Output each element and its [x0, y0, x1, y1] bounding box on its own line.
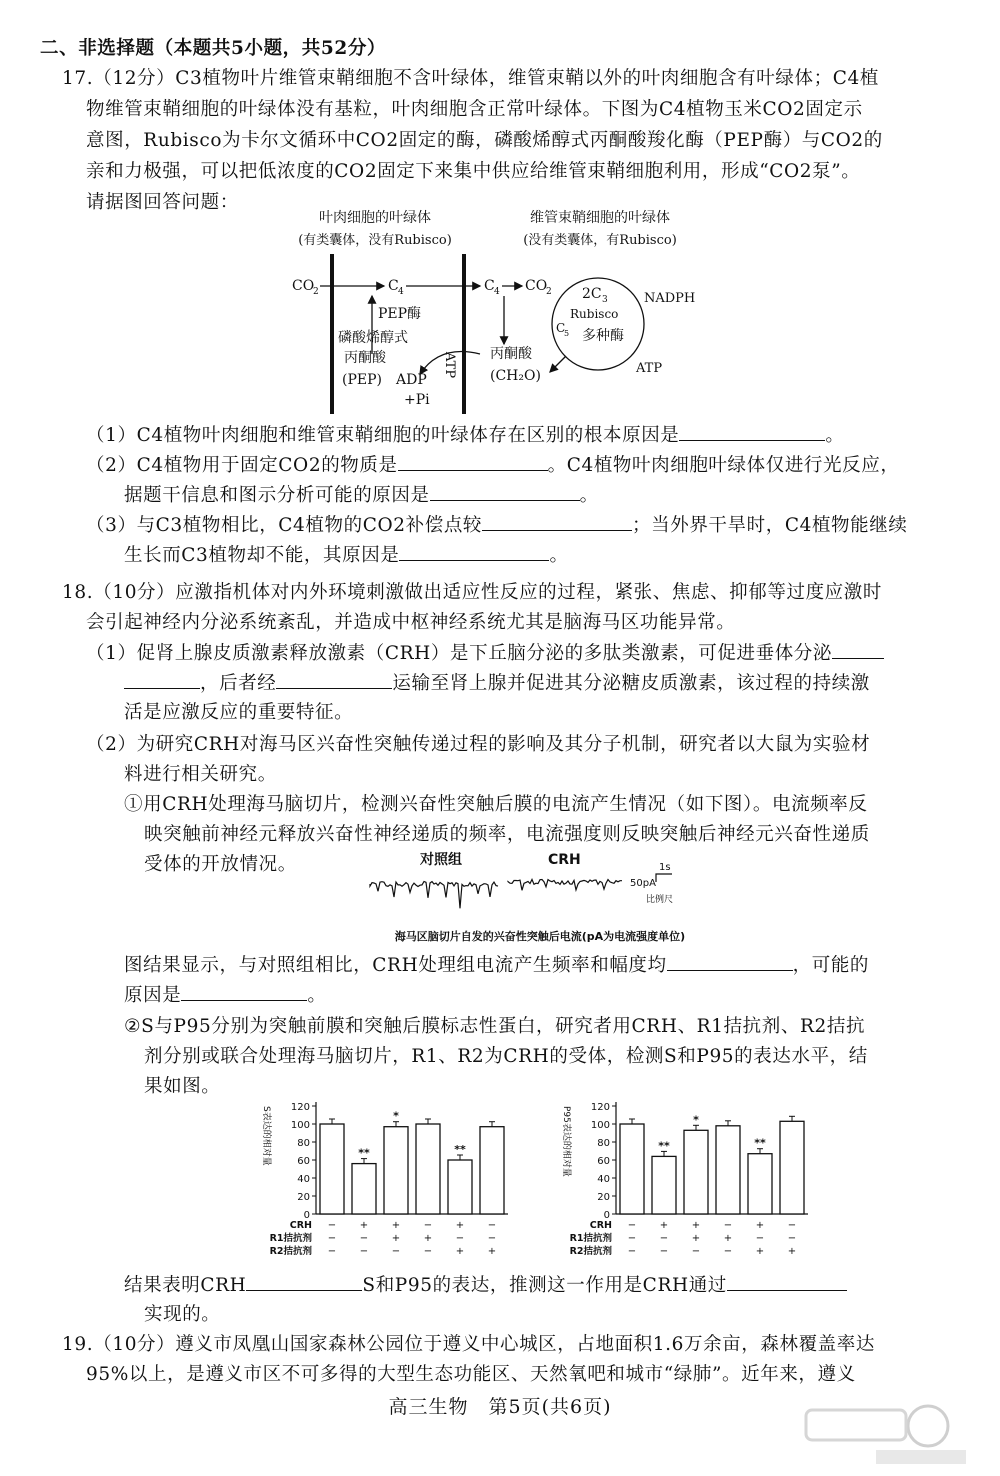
rubisco-label: Rubisco: [570, 307, 619, 321]
enzymes-label: 多种酶: [582, 328, 624, 344]
treatment-sign: +: [723, 1233, 733, 1244]
c4-right-label: C: [484, 278, 495, 294]
trace-label-crh: CRH: [548, 852, 581, 868]
treatment-row-label: CRH: [589, 1220, 612, 1231]
q17-part2-text2: 。C4植物叶肉细胞叶绿体仅进行光反应，: [547, 455, 900, 476]
watermark-box: [806, 1410, 906, 1440]
q17-part3-line2: [124, 542, 569, 569]
q18-result1-text3: 原因是: [124, 985, 182, 1006]
watermark-circle: [908, 1406, 948, 1446]
treatment-sign: −: [787, 1233, 797, 1244]
c4-left-label: C: [388, 278, 399, 294]
bar: [416, 1124, 440, 1214]
significance-mark: **: [754, 1136, 766, 1150]
q17-part1-text: （1）C4植物叶肉细胞和维管束鞘细胞的叶绿体存在区别的根本原因是: [86, 425, 680, 446]
y-tick-label: 80: [297, 1138, 310, 1149]
bar: [684, 1130, 708, 1214]
q17-intro-line-4: 亲和力极强，可以把低浓度的CO2固定下来集中供应给维管束鞘细胞利用，形成“CO2泵”。: [86, 161, 861, 182]
treatment-sign: −: [359, 1246, 369, 1257]
ch2o-label: (CH₂O): [490, 368, 541, 384]
treatment-sign: +: [359, 1220, 369, 1231]
y-tick-label: 20: [597, 1192, 610, 1203]
treatment-row-label: R2拮抗剂: [269, 1246, 312, 1257]
y-tick-label: 100: [590, 1120, 610, 1131]
c3-label: 2C: [582, 286, 602, 302]
treatment-sign: +: [391, 1233, 401, 1244]
right-chloroplast-sub: (没有类囊体，有Rubisco): [523, 233, 677, 248]
q17-part3-text3: 生长而C3植物却不能，其原因是: [124, 545, 400, 566]
y-tick-label: 120: [290, 1102, 310, 1113]
c4-right-sub: 4: [494, 287, 500, 297]
answer-blank[interactable]: [398, 452, 548, 471]
pep-label-1: 磷酸烯醇式: [338, 330, 408, 346]
q18-result2-line1: [124, 1272, 847, 1299]
treatment-sign: −: [487, 1233, 497, 1244]
pi-label: +Pi: [404, 392, 430, 408]
treatment-row-label: R1拮抗剂: [269, 1233, 312, 1244]
treatment-sign: −: [755, 1233, 765, 1244]
treatment-row-label: CRH: [289, 1220, 312, 1231]
q17-part3-text2: ；当外界干旱时，C4植物能继续: [632, 515, 908, 536]
q19-line-2: 95%以上，是遵义市区不可多得的大型生态功能区、天然氧吧和城市“绿肺”。近年来，遵义: [86, 1364, 856, 1385]
treatment-sign: −: [691, 1246, 701, 1257]
y-axis-label: S表达的相对量: [261, 1106, 271, 1166]
q17-part2-line1: [86, 452, 899, 479]
q18-part2-line2: 料进行相关研究。: [124, 764, 277, 785]
q18-result1-end: 。: [307, 985, 327, 1006]
answer-blank[interactable]: [832, 640, 884, 659]
q17-part2-text3: 据题干信息和图示分析可能的原因是: [124, 485, 430, 506]
q17-part1-end: 。: [825, 425, 845, 446]
answer-blank[interactable]: [430, 482, 580, 501]
treatment-sign: −: [455, 1233, 465, 1244]
q17-intro-line-2: 物维管束鞘细胞的叶绿体没有基粒，叶肉细胞含正常叶绿体。下图为C4植物玉米CO2固定示: [86, 99, 863, 120]
co2-right-label: CO: [525, 278, 548, 294]
pep-label-3: (PEP): [342, 372, 382, 388]
q18-exp1-line1: ①用CRH处理海马脑切片，检测兴奋性突触后膜的电流产生情况（如下图）。电流频率反: [124, 794, 868, 815]
y-tick-label: 120: [590, 1102, 610, 1113]
y-tick-label: 40: [597, 1174, 610, 1185]
bar: [320, 1124, 344, 1214]
q18-result2-text2: S和P95的表达，推测这一作用是CRH通过: [362, 1275, 727, 1296]
atp-label: ATP: [636, 361, 663, 376]
section-header: 二、非选择题（本题共5小题，共52分）: [40, 38, 387, 59]
significance-mark: **: [454, 1143, 466, 1156]
bar: [480, 1127, 504, 1214]
treatment-sign: −: [659, 1246, 669, 1257]
scale-bar: [656, 874, 672, 882]
treatment-sign: +: [455, 1220, 465, 1231]
sugar-out-arrow: [550, 356, 566, 372]
c4-fixation-diagram: [280, 204, 720, 416]
q18-part1-text2: ，后者经: [200, 673, 277, 694]
treatment-sign: +: [755, 1246, 765, 1257]
q18-part1-line3: 活是应激反应的重要特征。: [124, 702, 354, 723]
treatment-row-label: R1拮抗剂: [569, 1233, 612, 1244]
q19-line-1: 19.（10分）遵义市凤凰山国家森林公园位于遵义中心城区，占地面积1.6万余亩，森林覆盖率达: [62, 1334, 875, 1355]
q17-part2-line2: [124, 482, 599, 509]
significance-mark: **: [358, 1146, 370, 1160]
q17-intro-line-3: 意图，Rubisco为卡尔文循环中CO2固定的酶，磷酸烯醇式丙酮酸羧化酶（PEP酶）与CO2的: [86, 130, 883, 151]
q17-part3-line1: [86, 512, 907, 539]
c5-label: C: [556, 321, 566, 335]
q18-intro-line-2: 会引起神经内分泌系统紊乱，并造成中枢神经系统尤其是脑海马区功能异常。: [86, 612, 736, 633]
trace-caption: 海马区脑切片自发的兴奋性突触后电流(pA为电流强度单位): [394, 930, 686, 943]
crh-current-trace: [508, 880, 622, 891]
y-tick-label: 60: [297, 1156, 310, 1167]
watermark-band: [876, 1450, 966, 1464]
treatment-sign: −: [423, 1220, 433, 1231]
answer-blank[interactable]: [246, 1272, 362, 1291]
treatment-sign: −: [627, 1233, 637, 1244]
q17-intro-line-1: 17.（12分）C3植物叶片维管束鞘细胞不含叶绿体，维管束鞘以外的叶肉细胞含有叶绿体；C4植: [62, 68, 879, 89]
treatment-sign: +: [423, 1233, 433, 1244]
co2-in-sub: 2: [313, 287, 319, 297]
q18-result1-text: 图结果显示，与对照组相比，CRH处理组电流产生频率和幅度均: [124, 955, 667, 976]
treatment-sign: +: [455, 1246, 465, 1257]
co2-in-label: CO: [292, 278, 315, 294]
treatment-sign: −: [723, 1220, 733, 1231]
y-tick-label: 80: [597, 1138, 610, 1149]
treatment-sign: +: [755, 1220, 765, 1231]
q18-exp2-line3: 果如图。: [144, 1076, 221, 1097]
control-current-trace: [370, 882, 498, 909]
s-expression-chart: [258, 1096, 518, 1264]
y-tick-label: 20: [297, 1192, 310, 1203]
q18-part1-line1: [86, 640, 884, 667]
q18-part1-text3: 运输至肾上腺并促进其分泌糖皮质激素，该过程的持续激: [392, 673, 870, 694]
treatment-sign: −: [327, 1220, 337, 1231]
left-chloroplast-title: 叶肉细胞的叶绿体: [319, 210, 431, 226]
q17-part1: [86, 422, 845, 449]
q17-part2-text: （2）C4植物用于固定CO2的物质是: [86, 455, 398, 476]
significance-mark: *: [393, 1109, 399, 1123]
bar: [620, 1124, 644, 1214]
q17-part3-end: 。: [549, 545, 569, 566]
answer-blank[interactable]: [399, 542, 549, 561]
scale-caption: 比例尺: [646, 895, 674, 905]
answer-blank[interactable]: [679, 422, 825, 441]
q18-part2-line1: （2）为研究CRH对海马区兴奋性突触传递过程的影响及其分子机制，研究者以大鼠为实验材: [86, 734, 871, 755]
pep-label-2: 丙酮酸: [344, 350, 386, 366]
treatment-sign: −: [327, 1233, 337, 1244]
scale-time-label: 1s: [659, 862, 671, 873]
q18-exp2-line2: 剂分别或联合处理海马脑切片，R1、R2为CRH的受体，检测S和P95的表达水平，结: [144, 1046, 868, 1067]
adp-label: ADP: [396, 372, 427, 388]
answer-blank[interactable]: [667, 952, 793, 971]
treatment-row-label: R2拮抗剂: [569, 1246, 612, 1257]
treatment-sign: −: [423, 1246, 433, 1257]
q18-part1-text: （1）促肾上腺皮质激素释放激素（CRH）是下丘脑分泌的多肽类激素，可促进垂体分泌: [86, 643, 832, 664]
q18-result1-line1: [124, 952, 869, 979]
significance-mark: *: [693, 1113, 699, 1127]
pyruvate-label: 丙酮酸: [490, 346, 532, 362]
q18-intro-line-1: 18.（10分）应激指机体对内外环境刺激做出适应性反应的过程，紧张、焦虑、抑郁等过度应激时: [62, 582, 882, 603]
scale-amp-label: 50pA: [630, 878, 656, 889]
y-tick-label: 60: [597, 1156, 610, 1167]
treatment-sign: +: [691, 1233, 701, 1244]
c3-sub: 3: [602, 295, 608, 305]
treatment-sign: +: [787, 1246, 797, 1257]
q17-part2-end: 。: [579, 485, 599, 506]
treatment-sign: −: [787, 1220, 797, 1231]
treatment-sign: +: [691, 1220, 701, 1231]
answer-blank[interactable]: [181, 982, 307, 1001]
y-axis-label: P95表达的相对量: [561, 1106, 571, 1177]
q18-exp1-line3: 受体的开放情况。: [144, 854, 297, 875]
q18-result2-text: 结果表明CRH: [124, 1275, 247, 1296]
treatment-sign: −: [487, 1220, 497, 1231]
treatment-sign: −: [327, 1246, 337, 1257]
p95-expression-chart: [558, 1096, 818, 1264]
watermark-logo: [776, 1400, 976, 1470]
atp-vertical-label: ATP: [442, 352, 457, 379]
treatment-sign: −: [723, 1246, 733, 1257]
answer-blank[interactable]: [727, 1272, 847, 1291]
answer-blank[interactable]: [482, 512, 632, 531]
q18-result2-line2: 实现的。: [144, 1304, 221, 1325]
treatment-sign: −: [391, 1246, 401, 1257]
co2-right-sub: 2: [546, 287, 552, 297]
treatment-sign: −: [627, 1220, 637, 1231]
c4-left-sub: 4: [398, 287, 404, 297]
treatment-sign: +: [487, 1246, 497, 1257]
bar: [748, 1154, 772, 1214]
left-chloroplast-sub: (有类囊体，没有Rubisco): [298, 233, 452, 248]
bar: [780, 1121, 804, 1214]
pep-enzyme-label: PEP酶: [378, 306, 422, 322]
epsc-trace-figure: [350, 842, 730, 950]
answer-blank[interactable]: [276, 670, 392, 689]
treatment-sign: −: [627, 1246, 637, 1257]
q18-result1-text2: ，可能的: [792, 955, 870, 976]
q18-exp1-line2: 映突触前神经元释放兴奋性神经递质的频率，电流强度则反映突触后神经元兴奋性递质: [144, 824, 870, 845]
treatment-sign: −: [659, 1233, 669, 1244]
y-tick-label: 0: [603, 1210, 610, 1221]
bar: [716, 1126, 740, 1214]
y-tick-label: 40: [297, 1174, 310, 1185]
y-tick-label: 100: [290, 1120, 310, 1131]
y-tick-label: 0: [303, 1210, 310, 1221]
trace-label-control: 对照组: [420, 852, 462, 868]
treatment-sign: +: [659, 1220, 669, 1231]
c5-sub: 5: [564, 329, 570, 338]
bar: [384, 1127, 408, 1214]
page-footer: 高三生物 第5页(共6页): [388, 1396, 612, 1418]
q18-result1-line2: [124, 982, 326, 1009]
q18-exp2-line1: ②S与P95分别为突触前膜和突触后膜标志性蛋白，研究者用CRH、R1拮抗剂、R2拮抗: [124, 1016, 866, 1037]
bar: [352, 1164, 376, 1214]
bar: [448, 1160, 472, 1214]
right-chloroplast-title: 维管束鞘细胞的叶绿体: [530, 210, 670, 226]
answer-blank[interactable]: [124, 670, 200, 689]
q18-part1-line2: [124, 670, 870, 697]
nadph-label: NADPH: [644, 291, 696, 306]
bar: [652, 1156, 676, 1214]
q17-intro-line-5: 请据图回答问题：: [86, 192, 239, 213]
treatment-sign: +: [391, 1220, 401, 1231]
q17-part3-text: （3）与C3植物相比，C4植物的CO2补偿点较: [86, 515, 483, 536]
significance-mark: **: [658, 1139, 670, 1153]
treatment-sign: −: [359, 1233, 369, 1244]
